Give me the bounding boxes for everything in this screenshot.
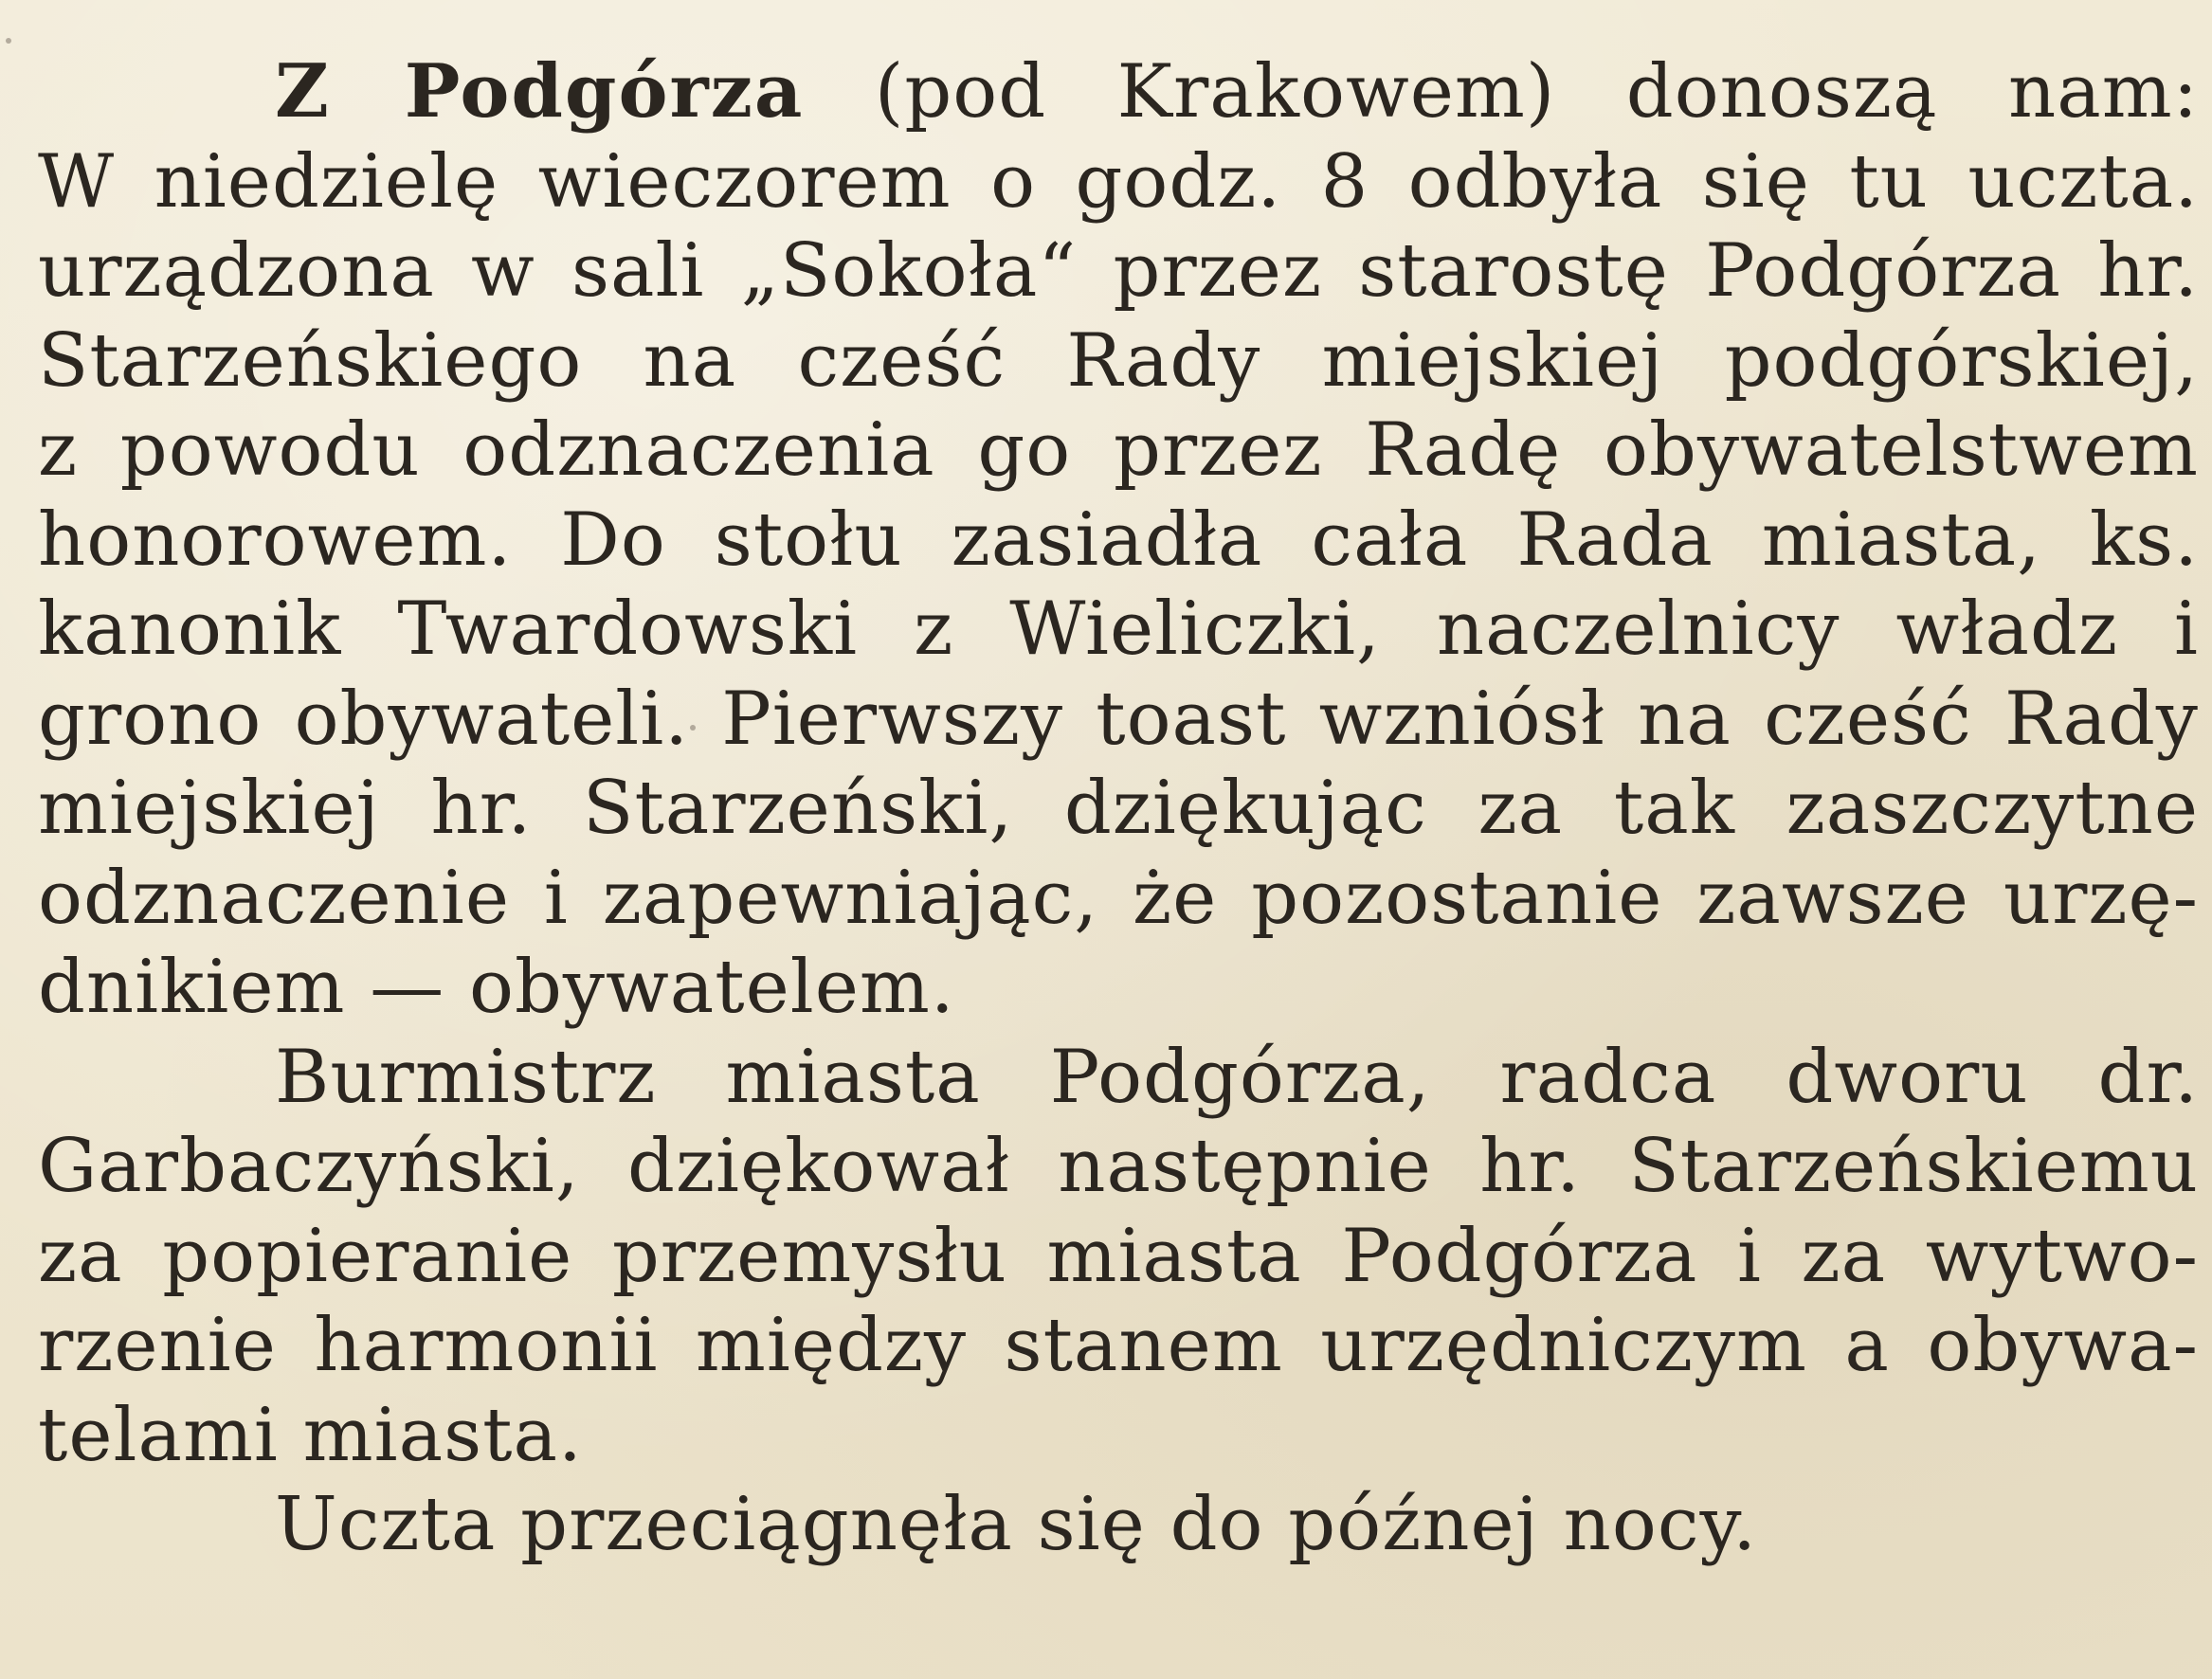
news-article	[38, 47, 2199, 1570]
article-line-10: odznaczenie i zapewniając, że pozostanie zawsze urzę-	[38, 855, 2199, 941]
article-line-4: Starzeńskiego na cześć Rady miejskiej podgórskiej,	[38, 317, 2199, 404]
article-line-2: W niedzielę wieczorem o godz. 8 odbyła się tu uczta.	[38, 138, 2199, 225]
article-line-5: z powodu odznaczenia go przez Radę obywatelstwem	[38, 407, 2199, 493]
article-line-8: grono obywateli. Pierwszy toast wzniósł na cześć Rady	[38, 676, 2199, 762]
article-headline: Z Podgórza	[275, 48, 805, 135]
scan-speck	[6, 38, 11, 44]
article-line-1	[38, 47, 2199, 137]
article-line-17: Uczta przeciągnęła się do późnej nocy.	[275, 1482, 1758, 1567]
article-line-3: urządzona w sali „Sokoła“ przez starostę Podgórza hr.	[38, 228, 2199, 314]
article-line-7: kanonik Twardowski z Wieliczki, naczelnicy władz i	[38, 587, 2199, 672]
article-line-14: za popieranie przemysłu miasta Podgórza i za wytwo-	[38, 1213, 2199, 1299]
article-line-12: Burmistrz miasta Podgórza, radca dworu dr.	[275, 1034, 2199, 1120]
article-line-6: honorowem. Do stołu zasiadła cała Rada miasta, ks.	[38, 496, 2199, 583]
article-line-13: Garbaczyński, dziękował następnie hr. Starzeńskiemu	[38, 1124, 2199, 1209]
scan-speck	[690, 725, 696, 731]
article-line-15: rzenie harmonii między stanem urzędniczym a obywa-	[38, 1303, 2199, 1388]
article-line-11: dnikiem — obywatelem.	[38, 945, 955, 1030]
article-line-9: miejskiej hr. Starzeński, dziękując za tak zaszczytne	[38, 766, 2199, 851]
article-line-1-text: (pod Krakowem) donoszą nam:	[804, 49, 2199, 135]
article-line-16: telami miasta.	[38, 1392, 583, 1478]
